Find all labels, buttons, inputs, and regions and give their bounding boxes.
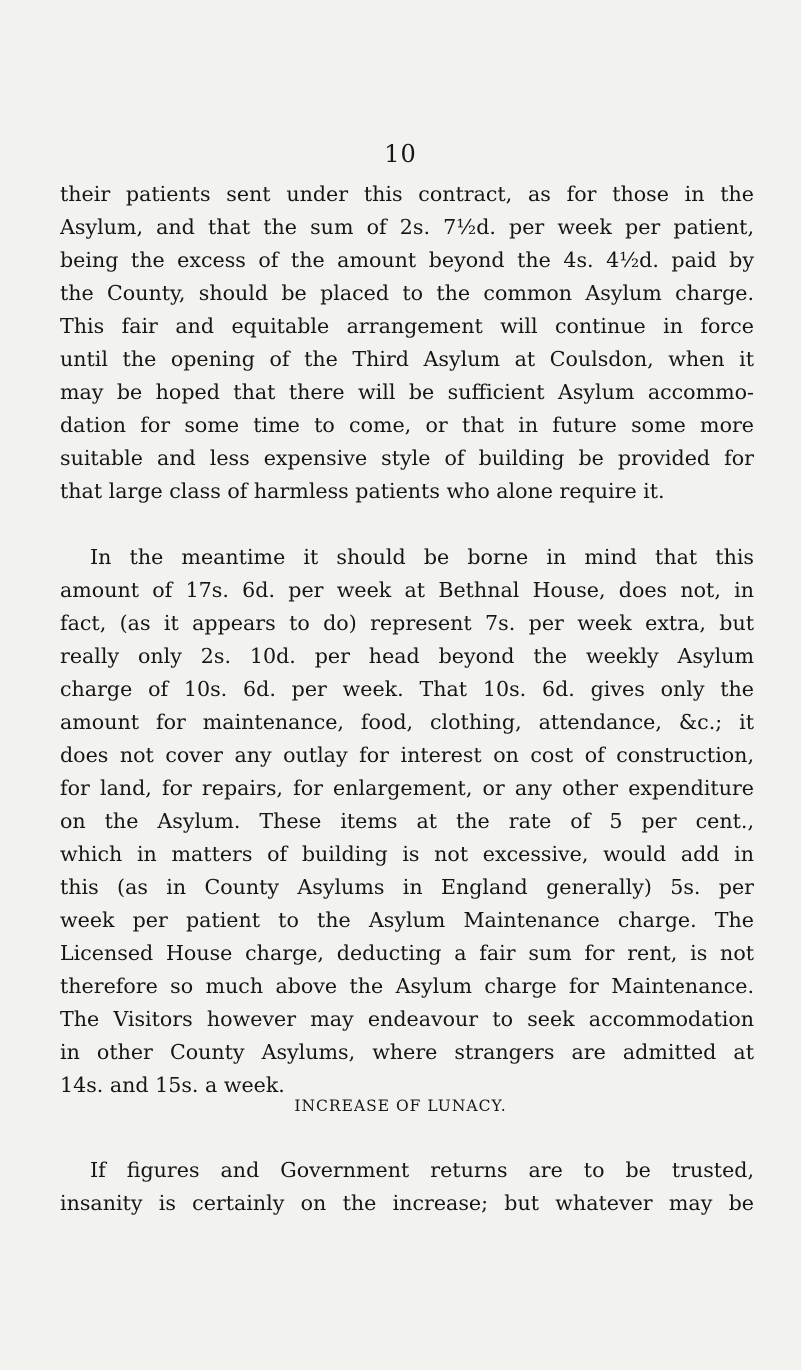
text-line: being the excess of the amount beyond the 4s. 4½d. paid by <box>60 248 754 272</box>
text-line: The Visitors however may endeavour to seek accommodation <box>60 1007 754 1031</box>
text-line: 14s. and 15s. a week. <box>60 1073 285 1097</box>
text-line: for land, for repairs, for enlargement, or any other expenditure <box>60 776 754 800</box>
text-line: In the meantime it should be borne in mind that this <box>90 545 754 569</box>
text-line: that large class of harmless patients who alone require it. <box>60 479 665 503</box>
text-line: therefore so much above the Asylum charge for Maintenance. <box>60 974 754 998</box>
text-line: This fair and equitable arrangement will continue in force <box>60 314 754 338</box>
text-line: dation for some time to come, or that in future some more <box>60 413 754 437</box>
text-line: really only 2s. 10d. per head beyond the weekly Asylum <box>60 644 754 668</box>
text-line: Asylum, and that the sum of 2s. 7½d. per week per patient, <box>60 215 754 239</box>
text-line: charge of 10s. 6d. per week. That 10s. 6d. gives only the <box>60 677 754 701</box>
text-line: fact, (as it appears to do) represent 7s. per week extra, but <box>60 611 754 635</box>
text-line: amount for maintenance, food, clothing, attendance, &c.; it <box>60 710 754 734</box>
text-line: does not cover any outlay for interest on cost of construction, <box>60 743 754 767</box>
text-line: If figures and Government returns are to be trusted, <box>90 1158 754 1182</box>
text-line: which in matters of building is not excessive, would add in <box>60 842 754 866</box>
text-line: this (as in County Asylums in England generally) 5s. per <box>60 875 754 899</box>
paragraph-1 <box>60 178 754 508</box>
paragraph-2 <box>60 541 754 1102</box>
page-number: 10 <box>384 140 417 168</box>
text-line: Licensed House charge, deducting a fair sum for rent, is not <box>60 941 754 965</box>
text-line: in other County Asylums, where strangers are admitted at <box>60 1040 754 1064</box>
text-line: their patients sent under this contract, as for those in the <box>60 182 754 206</box>
text-line: week per patient to the Asylum Maintenance charge. The <box>60 908 754 932</box>
text-line: suitable and less expensive style of building be provided for <box>60 446 754 470</box>
text-line: on the Asylum. These items at the rate of 5 per cent., <box>60 809 754 833</box>
text-line: the County, should be placed to the common Asylum charge. <box>60 281 754 305</box>
text-line: insanity is certainly on the increase; but whatever may be <box>60 1191 754 1215</box>
text-line: amount of 17s. 6d. per week at Bethnal House, does not, in <box>60 578 754 602</box>
paragraph-3 <box>60 1154 754 1220</box>
text-line: until the opening of the Third Asylum at Coulsdon, when it <box>60 347 754 371</box>
section-heading: INCREASE OF LUNACY. <box>294 1097 507 1115</box>
text-line: may be hoped that there will be sufficient Asylum accommo- <box>60 380 754 404</box>
